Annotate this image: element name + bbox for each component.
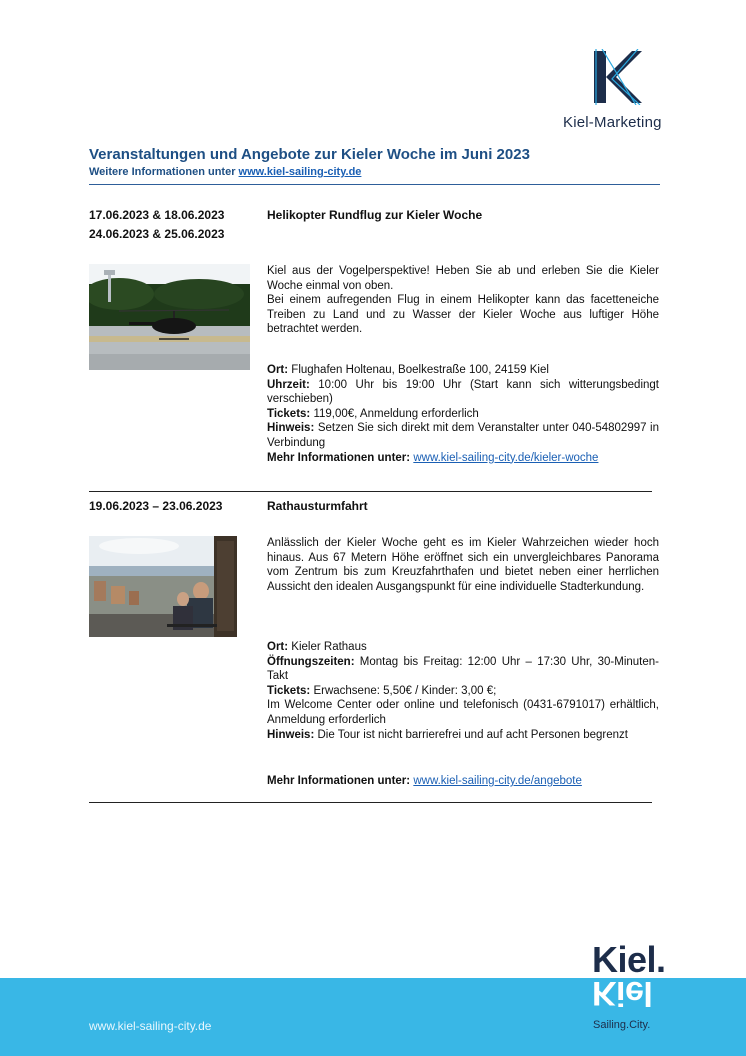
subtitle-prefix: Weitere Informationen unter bbox=[89, 166, 239, 178]
detail-value: Die Tour ist nicht barrierefrei und auf acht Personen begrenzt bbox=[314, 728, 628, 741]
event-1-date-1: 17.06.2023 & 18.06.2023 bbox=[89, 208, 225, 222]
event-1-detail bbox=[267, 407, 659, 422]
detail-label: Tickets: bbox=[267, 407, 311, 420]
detail-label: Ort: bbox=[267, 641, 289, 653]
helicopter-photo bbox=[89, 264, 250, 370]
event-1-description-p2: Bei einem aufregenden Flug in einem Helikopter kann das facetteneiche Treiben zu Land und zu Wasser der Kieler Woche aus luftiger Höhe betrachtet werden. bbox=[267, 294, 659, 336]
detail-label: Hinweis: bbox=[267, 422, 315, 435]
rathaus-tower-photo bbox=[89, 536, 237, 637]
event-2-date: 19.06.2023 – 23.06.2023 bbox=[89, 499, 223, 513]
event-2-detail bbox=[267, 640, 659, 655]
more-label: Mehr Informationen unter: bbox=[267, 775, 411, 787]
event-1-detail bbox=[267, 363, 659, 378]
detail-value: Im Welcome Center oder online und telefonisch (0431-6791017) erhältlich, Anmeldung erforderlich bbox=[267, 699, 659, 726]
logo-tagline: Sailing.City. bbox=[593, 1019, 651, 1031]
more-label: Mehr Informationen unter: bbox=[267, 451, 411, 464]
logo-line-1: Kiel. bbox=[592, 939, 666, 980]
detail-label: Uhrzeit: bbox=[267, 378, 310, 391]
footer-url: www.kiel-sailing-city.de bbox=[89, 1019, 212, 1033]
header-divider bbox=[89, 184, 660, 185]
logo-line-2: Kiel bbox=[592, 974, 653, 1012]
event-2-more-line bbox=[267, 774, 659, 789]
section-divider bbox=[89, 802, 652, 803]
detail-label: Öffnungszeiten: bbox=[267, 655, 355, 668]
kiel-sailing-city-logo bbox=[580, 940, 700, 1040]
event-1-detail bbox=[267, 378, 659, 407]
detail-label: Tickets: bbox=[267, 684, 311, 697]
event-2-detail bbox=[267, 684, 659, 699]
detail-value: Flughafen Holtenau, Boelkestraße 100, 24159 Kiel bbox=[288, 364, 549, 376]
detail-value: Setzen Sie sich direkt mit dem Veranstalter unter 040-54802997 in Verbindung bbox=[267, 422, 659, 449]
event-1-detail bbox=[267, 421, 659, 450]
event-1-more bbox=[267, 451, 659, 466]
event-2-detail bbox=[267, 728, 659, 743]
page-subtitle bbox=[89, 166, 361, 178]
event-1-date-2: 24.06.2023 & 25.06.2023 bbox=[89, 227, 225, 241]
website-link[interactable]: www.kiel-sailing-city.de bbox=[238, 166, 362, 178]
detail-value: 119,00€, Anmeldung erforderlich bbox=[310, 407, 479, 420]
event-2-description-p1: Anlässlich der Kieler Woche geht es im Kieler Wahrzeichen wieder hoch hinaus. Aus 67 Metern Höhe eröffnet sich ein unvergleichbares Panorama vom Zentrum bis zum Kreuzfahrthafen und bietet neben einer herrlichen Aussicht den idealen Ausgangspunkt für eine individuelle Stadterkundung. bbox=[267, 537, 659, 593]
detail-value: 10:00 Uhr bis 19:00 Uhr (Start kann sich witterungsbedingt verschieben) bbox=[267, 378, 659, 406]
page-title: Veranstaltungen und Angebote zur Kieler Woche im Juni 2023 bbox=[89, 146, 530, 163]
kiel-marketing-logo-icon bbox=[592, 49, 644, 105]
brand-name: Kiel-Marketing bbox=[563, 114, 662, 131]
event-1-description-p1: Kiel aus der Vogelperspektive! Heben Sie ab und erleben Sie die Kieler Woche einmal von oben. bbox=[267, 265, 659, 292]
section-divider bbox=[89, 491, 652, 492]
event-1-description bbox=[267, 264, 659, 337]
event-1-details bbox=[267, 363, 659, 465]
detail-value: Montag bis Freitag: 12:00 Uhr – 17:30 Uhr, 30-Minuten-Takt bbox=[267, 655, 659, 683]
event-2-more bbox=[267, 774, 659, 789]
event-1-title: Helikopter Rundflug zur Kieler Woche bbox=[267, 208, 483, 222]
event-2-details bbox=[267, 640, 659, 742]
detail-value: Erwachsene: 5,50€ / Kinder: 3,00 €; bbox=[310, 684, 497, 697]
event-2-description bbox=[267, 536, 659, 594]
event-2-detail bbox=[267, 655, 659, 684]
detail-label: Ort: bbox=[267, 364, 289, 376]
event-2-title: Rathausturmfahrt bbox=[267, 499, 368, 513]
detail-label: Hinweis: bbox=[267, 728, 315, 741]
event-2-more-link[interactable]: www.kiel-sailing-city.de/angebote bbox=[413, 775, 582, 787]
event-2-detail bbox=[267, 698, 659, 727]
event-1-more-link[interactable]: www.kiel-sailing-city.de/kieler-woche bbox=[413, 451, 599, 464]
detail-value: Kieler Rathaus bbox=[288, 641, 367, 653]
